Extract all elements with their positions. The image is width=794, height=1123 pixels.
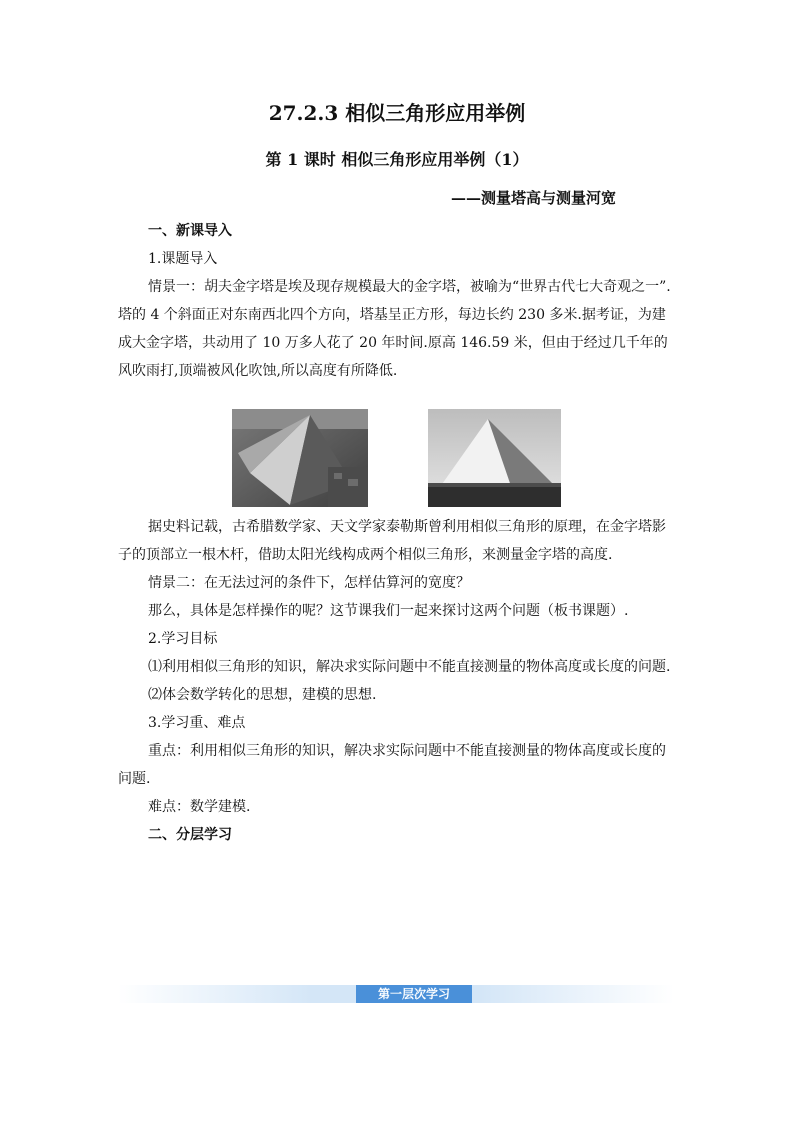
body-block (118, 513, 674, 849)
history-paragraph: 据史料记载，古希腊数学家、天文学家泰勒斯曾利用相似三角形的原理，在金字塔影子的顶部立一根木杆，借助太阳光线构成两个相似三角形，来测量金字塔的高度. (118, 519, 666, 563)
item-topic-intro: 1.课题导入 (148, 251, 218, 267)
level-banner-label: 第一层次学习 (356, 985, 472, 1003)
pyramid-ground-photo (428, 409, 561, 507)
goal-one: ⑴利用相似三角形的知识，解决求实际问题中不能直接测量的物体高度或长度的问题. (148, 659, 671, 675)
goal-two: ⑵体会数学转化的思想，建模的思想. (148, 687, 377, 703)
level-banner (118, 985, 674, 1003)
lesson-topic: ——测量塔高与测量河宽 (450, 189, 616, 207)
section-heading-intro: 一、新课导入 (148, 223, 232, 239)
difficulty-paragraph: 难点：数学建模. (148, 799, 251, 815)
scene-two-paragraph: 情景二：在无法过河的条件下，怎样估算河的宽度？ (148, 575, 470, 591)
item-learning-goals: 2.学习目标 (148, 631, 218, 647)
key-point-paragraph: 重点：利用相似三角形的知识，解决求实际问题中不能直接测量的物体高度或长度的问题. (118, 743, 666, 787)
lesson-subtitle: 第 1 课时 相似三角形应用举例（1） (265, 150, 529, 169)
pyramid-aerial-photo (232, 409, 368, 507)
lesson-title: 27.2.3 相似三角形应用举例 (268, 101, 526, 125)
scene-one-paragraph: 情景一：胡夫金字塔是埃及现存规模最大的金字塔，被喻为“世界古代七大奇观之一”.塔的 4 个斜面正对东南西北四个方向，塔基呈正方形，每边长约 230 多米.据考证，为建成大金字塔，共动用了 10 万多人花了 20 年时间.原高 146.59 米，但由于经过几千年的风吹雨打,顶端被风化吹蚀,所以高度有所降低. (118, 279, 671, 379)
item-key-points: 3.学习重、难点 (148, 715, 246, 731)
transition-paragraph: 那么，具体是怎样操作的呢？这节课我们一起来探讨这两个问题（板书课题）. (148, 603, 629, 619)
section-heading-layered: 二、分层学习 (148, 827, 232, 843)
intro-block (118, 217, 674, 385)
